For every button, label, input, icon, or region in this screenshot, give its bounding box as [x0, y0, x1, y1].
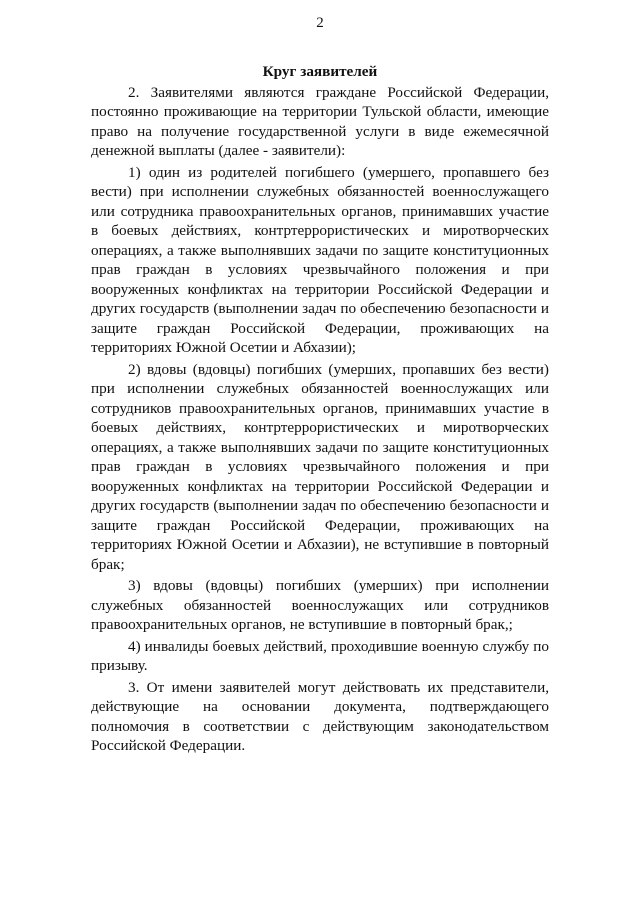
paragraph-item-1-parents: 1) один из родителей погибшего (умершего, пропавшего без вести) при исполнении служебных обязанностей военнослужащего или сотрудника правоохранительных органов, принимавших участие в боевых действиях, контртеррористических и миротворческих операциях, а также выполнявших задачи по защите конституционных прав граждан в условиях чрезвычайного положения и при вооруженных конфликтах на территории Российской Федерации и других государств (выполнении задач по обеспечению безопасности и защите граждан Российской Федерации, проживающих на территориях Южной Осетии и Абхазии);	[91, 163, 549, 356]
paragraph-applicants-definition: 2. Заявителями являются граждане Российской Федерации, постоянно проживающие на территории Тульской области, имеющие право на получение государственной услуги в виде ежемесячной денежной выплаты (далее - заявители):	[91, 83, 549, 159]
paragraph-item-3-widows: 3) вдовы (вдовцы) погибших (умерших) при исполнении служебных обязанностей военнослужащих или сотрудников правоохранительных органов, не вступившие в повторный брак,;	[91, 577, 549, 633]
paragraph-representatives: 3. От имени заявителей могут действовать их представители, действующие на основании документа, подтверждающего полномочия в соответствии с действующим законодательством Российской Федерации.	[91, 678, 549, 754]
section-title: Круг заявителей	[262, 63, 378, 80]
page-number: 2	[316, 15, 324, 31]
paragraph-item-2-widows: 2) вдовы (вдовцы) погибших (умерших, пропавших без вести) при исполнении служебных обязанностей военнослужащих или сотрудников правоохранительных органов, принимавших участие в боевых действиях, контртеррористических и миротворческих операциях, а также выполнявших задачи по защите конституционных прав граждан в условиях чрезвычайного положения и при вооруженных конфликтах на территории Российской Федерации и других государств (выполнении задач по обеспечению безопасности и защите граждан Российской Федерации, проживающих на территориях Южной Осетии и Абхазии), не вступившие в повторный брак;	[91, 360, 549, 573]
document-body	[91, 62, 549, 758]
paragraph-item-4-disabled: 4) инвалиды боевых действий, проходившие военную службу по призыву.	[91, 637, 549, 674]
